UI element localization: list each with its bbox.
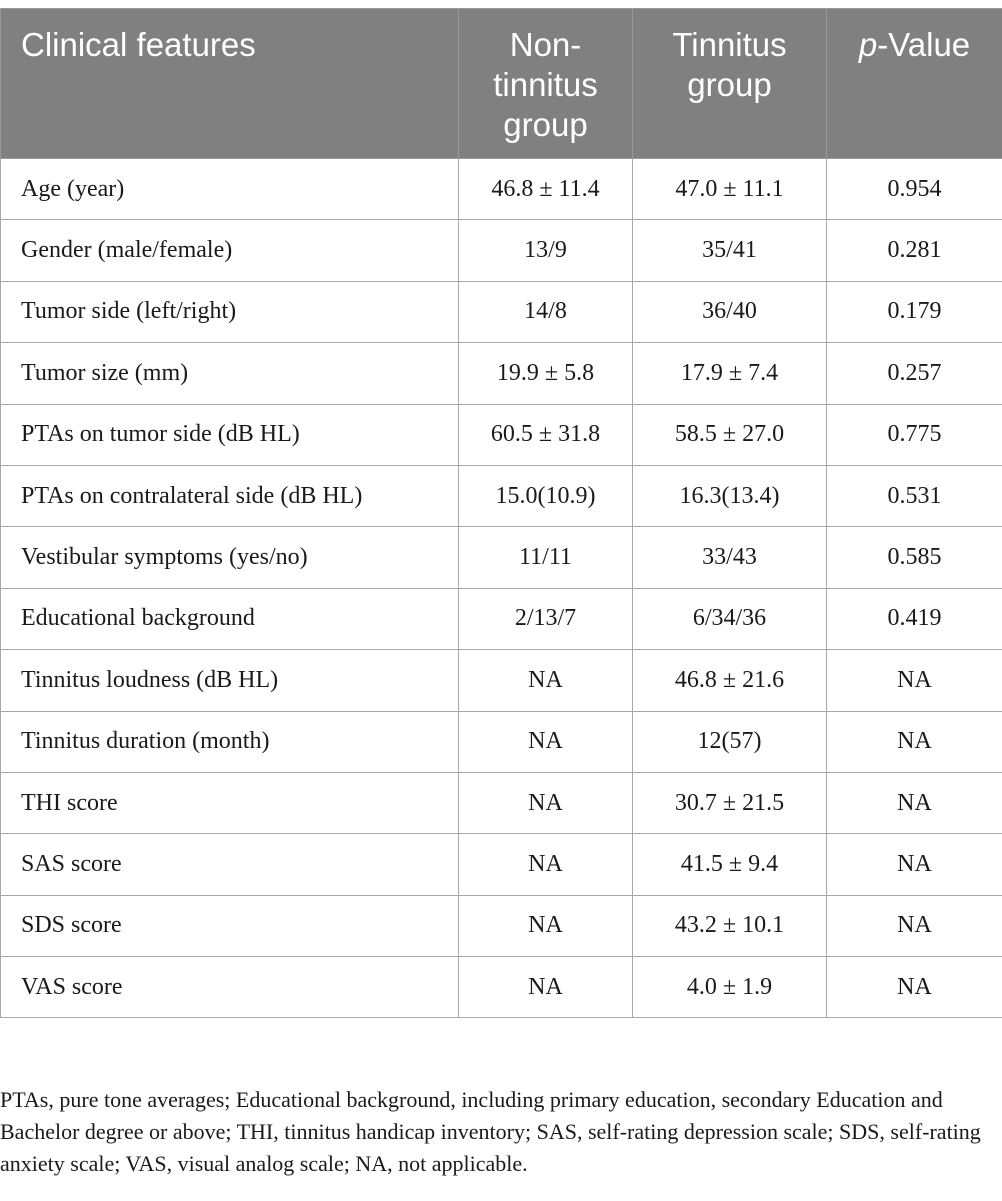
tinnitus-cell: 30.7 ± 21.5 [633,772,827,833]
header-tinnitus-group: Tinnitus group [633,9,827,159]
p-value-cell: NA [827,895,1002,956]
feature-cell: Tumor side (left/right) [1,281,459,342]
non-tinnitus-cell: NA [459,711,633,772]
table-row [1,220,1002,281]
tinnitus-cell: 33/43 [633,527,827,588]
table-row [1,527,1002,588]
non-tinnitus-cell: 14/8 [459,281,633,342]
non-tinnitus-cell: 60.5 ± 31.8 [459,404,633,465]
table-row [1,588,1002,649]
table-row [1,772,1002,833]
feature-cell: SAS score [1,834,459,895]
p-value-cell: 0.585 [827,527,1002,588]
p-value-cell: 0.257 [827,343,1002,404]
header-p-italic: p [858,26,878,63]
table-row [1,834,1002,895]
p-value-cell: NA [827,772,1002,833]
p-value-cell: NA [827,834,1002,895]
p-value-cell: 0.954 [827,159,1002,220]
tinnitus-cell: 4.0 ± 1.9 [633,957,827,1018]
non-tinnitus-cell: NA [459,772,633,833]
non-tinnitus-cell: 46.8 ± 11.4 [459,159,633,220]
header-row [1,9,1002,159]
non-tinnitus-cell: NA [459,650,633,711]
feature-cell: Tinnitus loudness (dB HL) [1,650,459,711]
feature-cell: PTAs on tumor side (dB HL) [1,404,459,465]
table-footnote: PTAs, pure tone averages; Educational background, including primary education, secondary Education and Bachelor degree or above; THI, tinnitus handicap inventory; SAS, self-rating depression scale; SDS, self-rating anxiety scale; VAS, visual analog scale; NA, not applicable. [0,1087,981,1176]
feature-cell: VAS score [1,957,459,1018]
non-tinnitus-cell: 15.0(10.9) [459,465,633,526]
table-row [1,895,1002,956]
table-row [1,343,1002,404]
feature-cell: SDS score [1,895,459,956]
tinnitus-cell: 35/41 [633,220,827,281]
header-clinical-features: Clinical features [1,9,459,159]
non-tinnitus-cell: 2/13/7 [459,588,633,649]
feature-cell: Gender (male/female) [1,220,459,281]
feature-cell: PTAs on contralateral side (dB HL) [1,465,459,526]
p-value-cell: 0.179 [827,281,1002,342]
table-row [1,281,1002,342]
tinnitus-cell: 17.9 ± 7.4 [633,343,827,404]
tinnitus-cell: 47.0 ± 11.1 [633,159,827,220]
feature-cell: Age (year) [1,159,459,220]
non-tinnitus-cell: NA [459,834,633,895]
p-value-cell: NA [827,957,1002,1018]
table-row [1,159,1002,220]
tinnitus-cell: 36/40 [633,281,827,342]
table-row [1,711,1002,772]
non-tinnitus-cell: NA [459,957,633,1018]
p-value-cell: 0.281 [827,220,1002,281]
p-value-cell: NA [827,711,1002,772]
header-non-tinnitus-group: Non-tinnitus group [459,9,633,159]
p-value-cell: NA [827,650,1002,711]
p-value-cell: 0.775 [827,404,1002,465]
feature-cell: Educational background [1,588,459,649]
table-header [1,9,1002,159]
p-value-cell: 0.419 [827,588,1002,649]
non-tinnitus-cell: 13/9 [459,220,633,281]
tinnitus-cell: 6/34/36 [633,588,827,649]
header-p-suffix: -Value [877,26,971,63]
feature-cell: Vestibular symptoms (yes/no) [1,527,459,588]
feature-cell: Tumor size (mm) [1,343,459,404]
table-body [1,159,1002,1018]
non-tinnitus-cell: NA [459,895,633,956]
tinnitus-cell: 12(57) [633,711,827,772]
feature-cell: THI score [1,772,459,833]
table-row [1,465,1002,526]
tinnitus-cell: 41.5 ± 9.4 [633,834,827,895]
feature-cell: Tinnitus duration (month) [1,711,459,772]
tinnitus-cell: 58.5 ± 27.0 [633,404,827,465]
table-row [1,650,1002,711]
p-value-cell: 0.531 [827,465,1002,526]
tinnitus-cell: 43.2 ± 10.1 [633,895,827,956]
table-row [1,404,1002,465]
clinical-features-table [0,8,1002,1018]
non-tinnitus-cell: 11/11 [459,527,633,588]
tinnitus-cell: 46.8 ± 21.6 [633,650,827,711]
non-tinnitus-cell: 19.9 ± 5.8 [459,343,633,404]
table-row [1,957,1002,1018]
header-p-value [827,9,1002,159]
tinnitus-cell: 16.3(13.4) [633,465,827,526]
